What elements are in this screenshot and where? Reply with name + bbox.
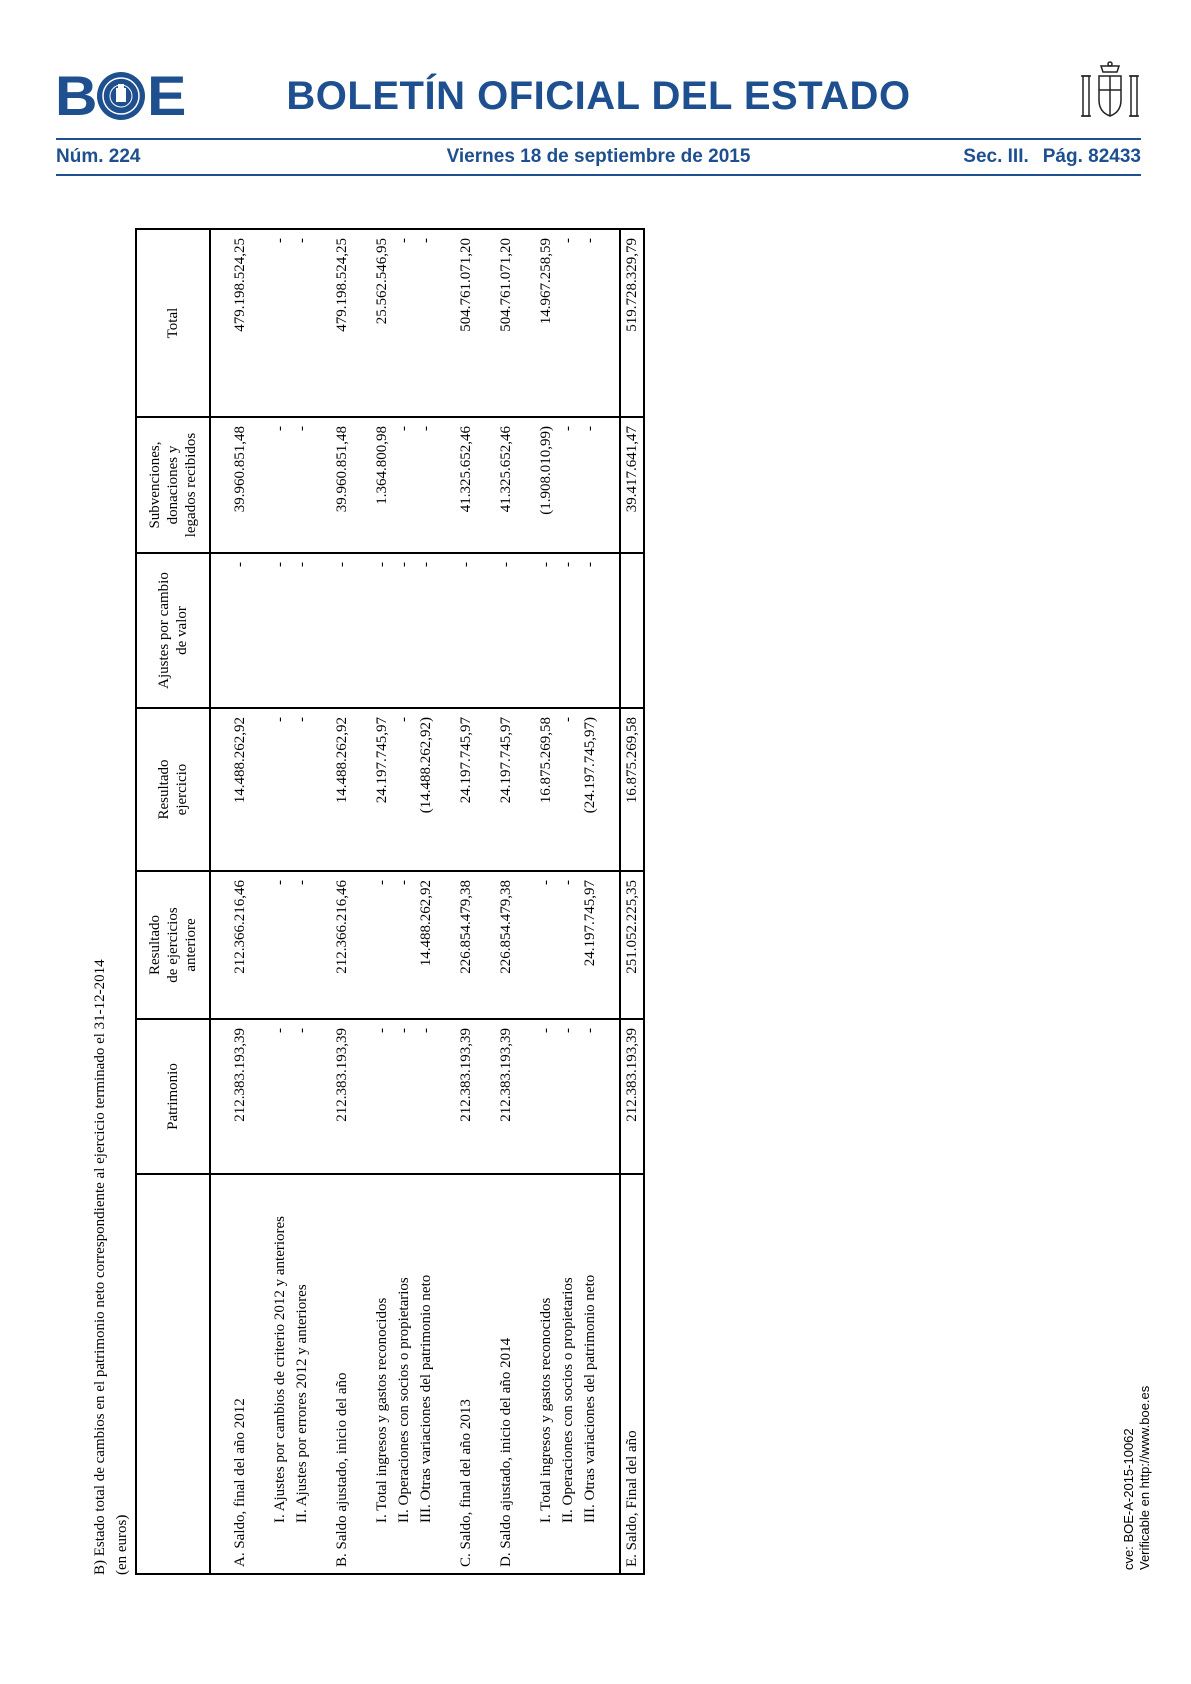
- cell-value: -: [538, 562, 554, 567]
- cell-value: -: [272, 426, 288, 431]
- cell-value: 519.728.329,79: [620, 229, 644, 417]
- cell-value: -: [560, 717, 576, 722]
- caption-title: B) Estado total de cambios en el patrimonio neto correspondiente al ejercicio terminado el 31-12-2014: [92, 959, 108, 1575]
- cell-value: -: [294, 1028, 310, 1033]
- cell-value: -: [418, 562, 434, 567]
- row-label: I. Total ingresos y gastos reconocidos: [374, 1297, 390, 1523]
- cell-value: 41.325.652,46: [498, 426, 514, 513]
- cell-value: 25.562.546,95: [374, 238, 390, 325]
- page-title: BOLETÍN OFICIAL DEL ESTADO: [286, 74, 911, 118]
- header-patrimonio: Patrimonio: [136, 1019, 210, 1174]
- cell-value: 24.197.745,97: [374, 717, 390, 804]
- cve-code: cve: BOE-A-2015-10062: [1121, 1428, 1136, 1570]
- cell-value: -: [334, 562, 350, 567]
- cell-value: -: [294, 880, 310, 885]
- cell-value: 212.366.216,46: [334, 880, 350, 974]
- cell-value: -: [294, 238, 310, 243]
- cell-value: -: [560, 880, 576, 885]
- cell-value: (14.488.262,92): [418, 717, 434, 814]
- page-label: Pág. 82433: [1042, 146, 1141, 167]
- total-column: [210, 229, 620, 417]
- header-ajustes: Ajustes por cambio de valor: [136, 553, 210, 708]
- cell-value: -: [272, 1028, 288, 1033]
- cell-value: -: [560, 238, 576, 243]
- cell-value: -: [396, 717, 412, 722]
- cell-value: -: [396, 562, 412, 567]
- row-label: II. Operaciones con socios o propietarios: [560, 1277, 576, 1523]
- cell-value: 1.364.800,98: [374, 426, 390, 505]
- cell-value: 479.198.524,25: [334, 238, 350, 332]
- cell-value: -: [418, 426, 434, 431]
- cell-value: 212.383.193,39: [458, 1028, 474, 1122]
- cell-value: -: [272, 562, 288, 567]
- cell-value: -: [396, 426, 412, 431]
- cell-value: 39.417.641,47: [620, 417, 644, 553]
- ajustes-column: [210, 553, 620, 708]
- cell-value: 212.383.193,39: [232, 1028, 248, 1122]
- logo-letter-b: B: [55, 64, 96, 127]
- row-label: II. Operaciones con socios o propietarios: [396, 1277, 412, 1523]
- patrimonio-column: [210, 1019, 620, 1174]
- issue-number: Núm. 224: [56, 146, 141, 167]
- cell-value: -: [582, 562, 598, 567]
- subvenciones-column: [210, 417, 620, 553]
- resultado-anteriores-column: [210, 871, 620, 1019]
- cell-value: -: [232, 562, 248, 567]
- caption-units: (en euros): [114, 1514, 130, 1575]
- row-label: II. Ajustes por errores 2012 y anteriores: [294, 1284, 310, 1523]
- table-row-total: [620, 229, 644, 1574]
- cell-value: -: [560, 1028, 576, 1033]
- cell-value: -: [294, 562, 310, 567]
- header-rule-bottom: [56, 174, 1141, 176]
- cell-value: 504.761.071,20: [458, 238, 474, 332]
- cell-value: -: [498, 562, 514, 567]
- header-rule-top: [56, 138, 1141, 140]
- cell-value: 39.960.851,48: [334, 426, 350, 513]
- cell-value: 39.960.851,48: [232, 426, 248, 513]
- row-label: C. Saldo, final del año 2013: [458, 1399, 474, 1567]
- cell-value: -: [294, 717, 310, 722]
- table-body-row: [210, 229, 620, 1574]
- resultado-ejercicio-column: [210, 708, 620, 871]
- row-label: III. Otras variaciones del patrimonio neto: [582, 1274, 598, 1523]
- statement-caption: [89, 959, 133, 1575]
- coat-of-arms-icon: [1079, 60, 1141, 128]
- header-concept: [136, 1174, 210, 1574]
- cell-value: 16.875.269,58: [620, 708, 644, 871]
- cell-value: 226.854.479,38: [458, 880, 474, 974]
- cell-value: -: [560, 562, 576, 567]
- cell-value: 14.488.262,92: [232, 717, 248, 804]
- cell-value: 212.383.193,39: [498, 1028, 514, 1122]
- cell-value: [620, 553, 644, 708]
- cell-value: -: [374, 562, 390, 567]
- cell-value: 24.197.745,97: [498, 717, 514, 804]
- cell-value: 14.967.258,59: [538, 238, 554, 325]
- header-total: Total: [136, 229, 210, 417]
- section-page: [949, 146, 1141, 168]
- header-resultado-anteriores: Resultado de ejercicios anteriore: [136, 871, 210, 1019]
- cell-value: -: [272, 238, 288, 243]
- cell-value: -: [418, 1028, 434, 1033]
- cell-value: 251.052.225,35: [620, 871, 644, 1019]
- cell-value: -: [396, 238, 412, 243]
- cell-value: -: [582, 426, 598, 431]
- row-label: E. Saldo, Final del año: [620, 1174, 644, 1574]
- section-label: Sec. III.: [963, 146, 1029, 167]
- cell-value: -: [272, 717, 288, 722]
- verify-url: Verificable en http://www.boe.es: [1137, 1385, 1152, 1570]
- equity-changes-table: [135, 228, 645, 1575]
- cell-value: 24.197.745,97: [582, 880, 598, 967]
- cell-value: -: [418, 238, 434, 243]
- concept-column: [210, 1174, 620, 1574]
- cell-value: 504.761.071,20: [498, 238, 514, 332]
- row-label: I. Total ingresos y gastos reconocidos: [538, 1297, 554, 1523]
- cell-value: 16.875.269,58: [538, 717, 554, 804]
- cell-value: 212.366.216,46: [232, 880, 248, 974]
- row-label: III. Otras variaciones del patrimonio neto: [418, 1274, 434, 1523]
- cell-value: -: [458, 562, 474, 567]
- row-label: I. Ajustes por cambios de criterio 2012 y anteriores: [272, 1215, 288, 1523]
- cell-value: -: [582, 1028, 598, 1033]
- cell-value: (1.908.010,99): [538, 426, 554, 515]
- cell-value: 14.488.262,92: [334, 717, 350, 804]
- cell-value: -: [294, 426, 310, 431]
- table-header-row: [136, 229, 210, 1574]
- cell-value: -: [396, 1028, 412, 1033]
- cell-value: 14.488.262,92: [418, 880, 434, 967]
- row-label: A. Saldo, final del año 2012: [232, 1398, 248, 1567]
- meta-bar: [56, 146, 1141, 170]
- cell-value: 24.197.745,97: [458, 717, 474, 804]
- cell-value: 41.325.652,46: [458, 426, 474, 513]
- header-resultado-ejercicio: Resultado ejercicio: [136, 708, 210, 871]
- cell-value: 212.383.193,39: [334, 1028, 350, 1122]
- cell-value: -: [374, 1028, 390, 1033]
- cell-value: -: [374, 880, 390, 885]
- cell-value: -: [538, 880, 554, 885]
- cell-value: 479.198.524,25: [232, 238, 248, 332]
- cell-value: (24.197.745,97): [582, 717, 598, 814]
- issue-date: Viernes 18 de septiembre de 2015: [446, 146, 751, 167]
- header-subvenciones: Subvenciones, donaciones y legados recibidos: [136, 417, 210, 553]
- page-header: [56, 66, 1141, 126]
- cell-value: 226.854.479,38: [498, 880, 514, 974]
- logo-letter-e: E: [147, 64, 185, 127]
- cell-value: -: [538, 1028, 554, 1033]
- row-label: B. Saldo ajustado, inicio del año: [334, 1372, 350, 1567]
- cell-value: 212.383.193,39: [620, 1019, 644, 1174]
- cell-value: -: [560, 426, 576, 431]
- rotated-statement: [85, 230, 725, 1575]
- cell-value: -: [272, 880, 288, 885]
- row-label: D. Saldo ajustado, inicio del año 2014: [498, 1337, 514, 1567]
- cell-value: -: [396, 880, 412, 885]
- cell-value: -: [582, 238, 598, 243]
- verification-footer: [1121, 1386, 1153, 1570]
